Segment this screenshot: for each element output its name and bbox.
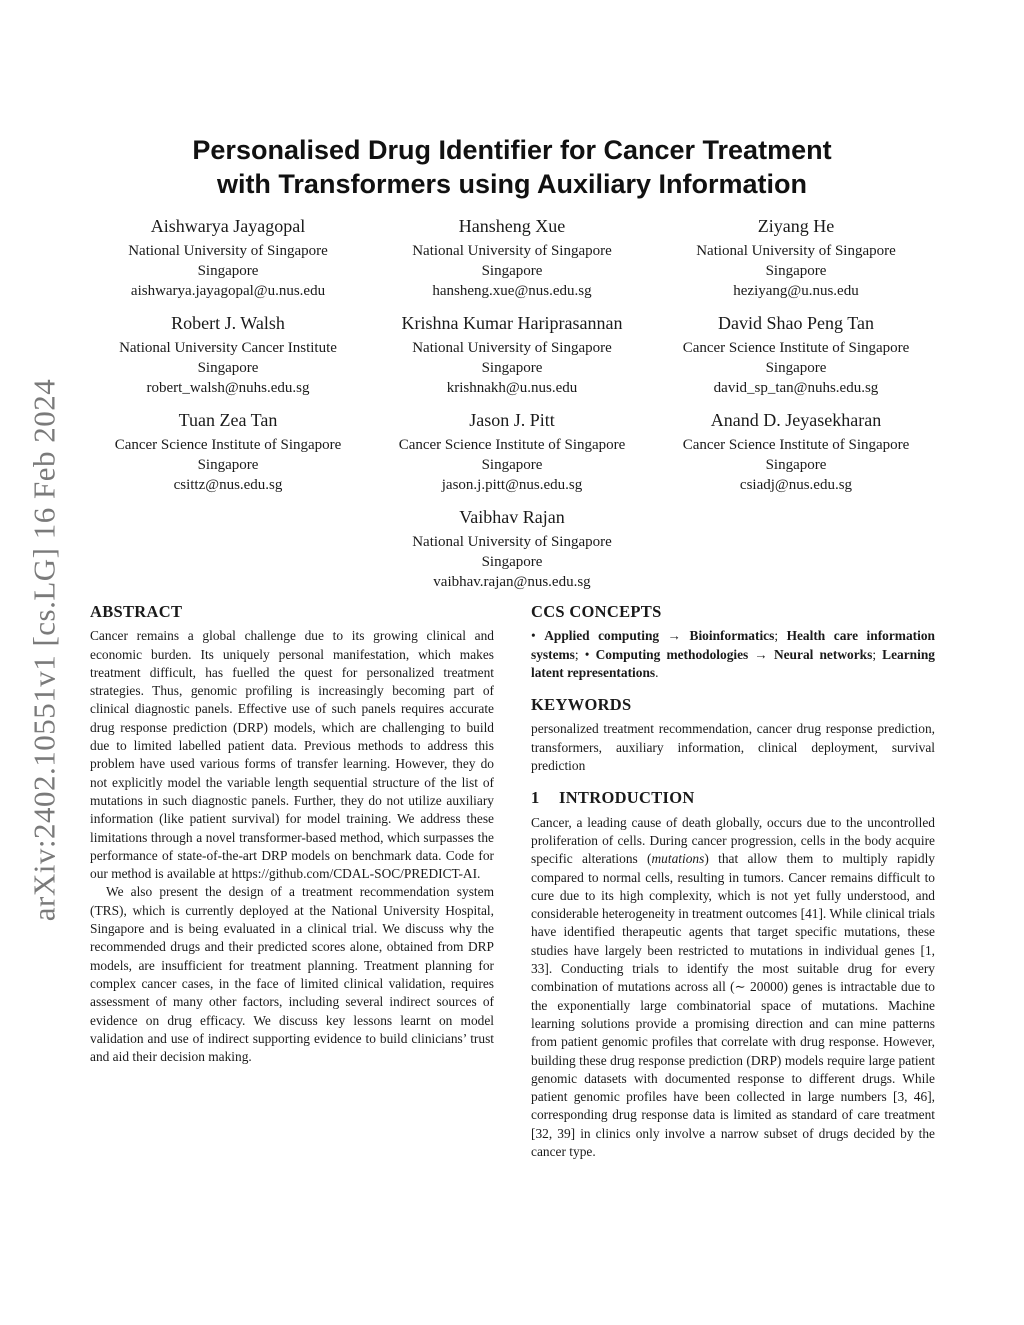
author-affiliation: Cancer Science Institute of Singapore bbox=[114, 437, 342, 453]
author-email: robert_walsh@nuhs.edu.sg bbox=[146, 380, 310, 396]
author-9 bbox=[658, 407, 934, 504]
author-name: Krishna Kumar Hariprasannan bbox=[401, 313, 623, 333]
author-name: David Shao Peng Tan bbox=[718, 313, 874, 333]
author-email: jason.j.pitt@nus.edu.sg bbox=[441, 477, 583, 493]
author-name: Vaibhav Rajan bbox=[459, 507, 565, 527]
ccs-end: . bbox=[655, 664, 659, 680]
author-location: Singapore bbox=[765, 263, 827, 279]
author-affiliation: Cancer Science Institute of Singapore bbox=[682, 340, 910, 356]
ccs-term: Computing methodologies bbox=[595, 646, 749, 662]
author-name: Aishwarya Jayagopal bbox=[150, 216, 306, 236]
author-4 bbox=[90, 310, 366, 407]
ccs-text bbox=[531, 627, 935, 682]
ccs-term: Applied computing bbox=[544, 628, 660, 644]
introduction-section bbox=[531, 789, 935, 1161]
section-title: INTRODUCTION bbox=[559, 788, 695, 808]
abstract-heading: ABSTRACT bbox=[90, 602, 183, 621]
author-name: Robert J. Walsh bbox=[171, 313, 285, 333]
abstract-paragraph-1: Cancer remains a global challenge due to its growing clinical and economic burden. Its uniquely personal manifestation, which makes treatment difficult, has fuelled the quest for personalized treatment strategies. Thus, genomic profiling is increasingly becoming part of clinical diagnostic panels. Effective use of such panels requires accurate drug response prediction (DRP) models, which are challenging to build due to limited labelled patient data. Previous methods to address this problem have used various forms of transfer learning. However, they do not explicitly model the variable length sequential structure of the list of mutations in such diagnostic panels. Further, they do not utilize auxiliary information (like patient survival) for model training. We address these limitations through a novel transformer-based method, which surpasses the performance of state-of-the-art DRP models on benchmark data. Code for our method is available at https://github.com/CDAL-SOC/PREDICT-AI. bbox=[90, 628, 494, 882]
author-email: vaibhav.rajan@nus.edu.sg bbox=[433, 574, 591, 590]
author-affiliation: National University of Singapore bbox=[128, 243, 328, 259]
author-location: Singapore bbox=[765, 360, 827, 376]
author-row-2 bbox=[90, 310, 934, 407]
abstract-section bbox=[90, 603, 494, 1066]
author-row-4 bbox=[90, 504, 934, 601]
author-location: Singapore bbox=[197, 360, 259, 376]
author-7 bbox=[90, 407, 366, 504]
author-email: david_sp_tan@nuhs.edu.sg bbox=[713, 380, 879, 396]
ccs-term: Health care information systems bbox=[531, 628, 935, 662]
author-name: Anand D. Jeyasekharan bbox=[710, 410, 882, 430]
author-row-1 bbox=[90, 213, 934, 310]
ccs-separator: ; bbox=[872, 646, 883, 662]
title-line-2: with Transformers using Auxiliary Information bbox=[216, 169, 808, 199]
author-email: csittz@nus.edu.sg bbox=[173, 477, 283, 493]
ccs-term: Learning latent representations bbox=[531, 646, 935, 680]
author-affiliation: National University of Singapore bbox=[412, 340, 612, 356]
author-affiliation: National University of Singapore bbox=[412, 534, 612, 550]
author-6 bbox=[658, 310, 934, 407]
author-location: Singapore bbox=[197, 457, 259, 473]
intro-text-b: ) that allow them to multiply rapidly compared to normal cells, resulting in tumors. Cancer remains difficult to cure due to its high complexity, which is not yet fully understood, and considerable heterogeneity in treatment outcomes [41]. While clinical trials have identified therapeutic agents that target specific mutations, these studies have largely been restricted to mutations in individual genes [1, 33]. Conducting trials to identify the most suitable drug for every combination of mutations across all (∼ 20000) genes is intractable due to the exponentially large combinatorial space of mutations. Machine learning solutions provide a promising direction and can mine patterns from patient genomic profiles that correlate with drug response. However, building these drug response prediction (DRP) models require large patient genomic datasets with documented response to different drugs. While patient genomic profiles have been collected in large numbers [3, 46], corresponding drug response data is limited as standard of care treatment [32, 39] in clinics only involve a narrow subset of drugs decided by the cancer type. bbox=[531, 851, 935, 1160]
introduction-paragraph bbox=[531, 814, 935, 1162]
author-8 bbox=[374, 407, 650, 504]
author-2 bbox=[374, 213, 650, 310]
keywords-section bbox=[531, 696, 935, 775]
author-affiliation: Cancer Science Institute of Singapore bbox=[682, 437, 910, 453]
author-3 bbox=[658, 213, 934, 310]
arxiv-id: arXiv:2402.10551v1 [cs.LG] 16 Feb 2024 bbox=[26, 378, 61, 922]
title-line-1: Personalised Drug Identifier for Cancer Treatment bbox=[192, 135, 832, 165]
abstract-paragraph-2: We also present the design of a treatment recommendation system (TRS), which is currently deployed at the National University Hospital, Singapore and is being evaluated in a clinical trial. We discuss why the recommended drugs and their predicted scores alone, obtained from DRP models, are insufficient for treatment planning. Treatment planning for complex cancer cases, in the face of limited clinical validation, requires assessment of many other factors, including several indirect sources of evidence on drug efficacy. We discuss key lessons learnt on model validation and use of indirect supporting evidence to build clinicians’ trust and aid their decision making. bbox=[90, 884, 494, 1065]
ccs-term: Bioinformatics bbox=[689, 628, 775, 644]
author-location: Singapore bbox=[481, 360, 543, 376]
author-affiliation: Cancer Science Institute of Singapore bbox=[398, 437, 626, 453]
author-name: Ziyang He bbox=[757, 216, 835, 236]
author-email: krishnakh@u.nus.edu bbox=[446, 380, 578, 396]
ccs-arrow: → bbox=[748, 646, 774, 662]
introduction-heading bbox=[531, 789, 935, 807]
author-location: Singapore bbox=[197, 263, 259, 279]
author-1 bbox=[90, 213, 366, 310]
author-block bbox=[90, 213, 934, 601]
author-location: Singapore bbox=[481, 554, 543, 570]
ccs-separator: ; bbox=[574, 646, 585, 662]
author-affiliation: National University of Singapore bbox=[696, 243, 896, 259]
author-row-3 bbox=[90, 407, 934, 504]
author-email: csiadj@nus.edu.sg bbox=[739, 477, 853, 493]
author-5 bbox=[374, 310, 650, 407]
ccs-bullet: • bbox=[584, 646, 596, 662]
author-email: hansheng.xue@nus.edu.sg bbox=[432, 283, 592, 299]
author-location: Singapore bbox=[765, 457, 827, 473]
author-location: Singapore bbox=[481, 457, 543, 473]
author-email: aishwarya.jayagopal@u.nus.edu bbox=[130, 283, 326, 299]
author-affiliation: National University Cancer Institute bbox=[119, 340, 337, 356]
ccs-bullet: • bbox=[531, 628, 545, 644]
author-email: heziyang@u.nus.edu bbox=[733, 283, 859, 299]
intro-text-a: Cancer, a leading cause of death globally, occurs due to the uncontrolled proliferation of cells. During cancer progression, cells in the body acquire specific alterations ( bbox=[531, 814, 935, 867]
ccs-separator: ; bbox=[774, 628, 787, 644]
right-column bbox=[531, 603, 935, 1175]
keywords-text: personalized treatment recommendation, cancer drug response prediction, transformers, auxiliary information, clinical deployment, survival prediction bbox=[531, 721, 935, 774]
author-10 bbox=[374, 504, 650, 601]
section-number: 1 bbox=[531, 788, 540, 808]
paper-title bbox=[90, 133, 934, 201]
ccs-term: Neural networks bbox=[773, 646, 873, 662]
keywords-heading: KEYWORDS bbox=[531, 695, 632, 715]
left-column bbox=[90, 603, 494, 1080]
author-name: Hansheng Xue bbox=[458, 216, 566, 236]
author-affiliation: National University of Singapore bbox=[412, 243, 612, 259]
ccs-arrow: → bbox=[659, 628, 690, 644]
author-location: Singapore bbox=[481, 263, 543, 279]
author-name: Tuan Zea Tan bbox=[178, 410, 278, 430]
author-name: Jason J. Pitt bbox=[469, 410, 555, 430]
arxiv-stamp bbox=[28, 355, 60, 945]
ccs-heading: CCS CONCEPTS bbox=[531, 602, 662, 621]
ccs-section bbox=[531, 603, 935, 682]
intro-emphasis: mutations bbox=[651, 851, 705, 867]
